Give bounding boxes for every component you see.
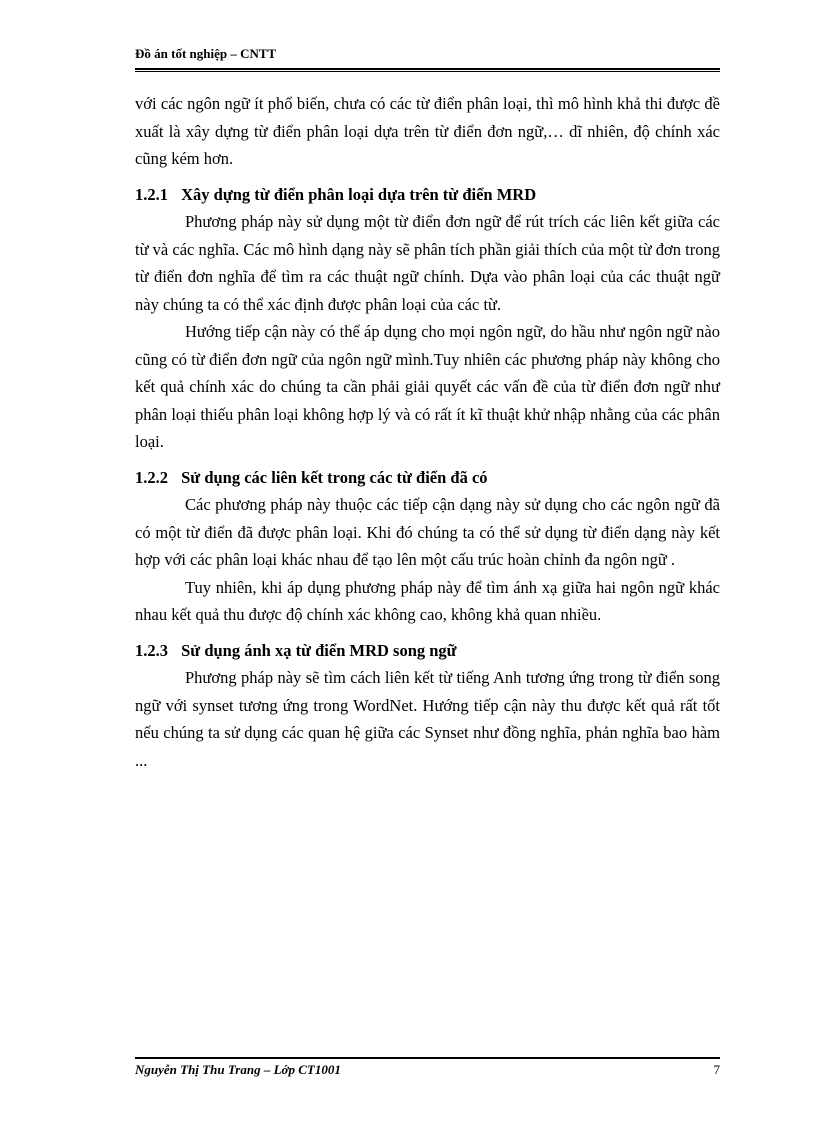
page-content bbox=[135, 90, 720, 774]
section-heading bbox=[135, 637, 720, 665]
header-rule bbox=[135, 68, 720, 72]
section-heading bbox=[135, 181, 720, 209]
paragraph: Hướng tiếp cận này có thể áp dụng cho mọi ngôn ngữ, do hầu như ngôn ngữ nào cũng có từ điển đơn ngữ của ngôn ngữ mình.Tuy nhiên các phương pháp này không cho kết quả chính xác do chúng ta cần phải giải quyết các vấn đề của từ điển đơn ngữ như phân loại thiếu phân loại không hợp lý và có rất ít kĩ thuật khử nhập nhằng của các phân loại. bbox=[135, 322, 720, 451]
paragraph: Các phương pháp này thuộc các tiếp cận dạng này sử dụng cho các ngôn ngữ đã có một từ điển đã được phân loại. Khi đó chúng ta có thể sử dụng từ điển dạng này kết hợp với các phân loại khác nhau để tạo lên một cấu trúc hoàn chỉnh đa ngôn ngữ . bbox=[135, 495, 720, 569]
section-number: 1.2.2 bbox=[135, 467, 168, 487]
paragraph: Phương pháp này sử dụng một từ điển đơn ngữ để rút trích các liên kết giữa các từ và các nghĩa. Các mô hình dạng này sẽ phân tích phần giải thích của một từ đơn trong từ điển đơn nghĩa để tìm ra các thuật ngữ chính. Dựa vào phân loại của các thuật ngữ này chúng ta có thể xác định được phân loại của các từ. bbox=[135, 212, 720, 314]
section-heading bbox=[135, 464, 720, 492]
section-title: Sử dụng các liên kết trong các từ điển đã có bbox=[181, 467, 488, 487]
section-title: Xây dựng từ điển phân loại dựa trên từ điển MRD bbox=[181, 184, 537, 204]
running-footer bbox=[135, 1062, 720, 1078]
intro-paragraph: với các ngôn ngữ ít phổ biến, chưa có các từ điển phân loại, thì mô hình khả thi được đề xuất là xây dựng từ điển phân loại dựa trên từ điển đơn ngữ,… dĩ nhiên, độ chính xác cũng kém hơn. bbox=[135, 94, 720, 168]
section-number: 1.2.3 bbox=[135, 640, 168, 660]
running-header bbox=[135, 46, 720, 62]
section-number: 1.2.1 bbox=[135, 184, 168, 204]
footer-author: Nguyễn Thị Thu Trang – Lớp CT1001 bbox=[135, 1062, 341, 1077]
page-number: 7 bbox=[713, 1062, 720, 1077]
footer-rule bbox=[135, 1057, 720, 1059]
paragraph: Tuy nhiên, khi áp dụng phương pháp này để tìm ánh xạ giữa hai ngôn ngữ khác nhau kết quả thu được độ chính xác không cao, không khả quan nhiều. bbox=[135, 577, 720, 624]
section-title: Sử dụng ánh xạ từ điển MRD song ngữ bbox=[181, 640, 457, 660]
paragraph: Phương pháp này sẽ tìm cách liên kết từ tiếng Anh tương ứng trong từ điển song ngữ với synset tương ứng trong WordNet. Hướng tiếp cận này thu được kết quả rất tốt nếu chúng ta sử dụng các quan hệ giữa các Synset như đồng nghĩa, phản nghĩa bao hàm ... bbox=[135, 668, 720, 770]
header-title: Đồ án tốt nghiệp – CNTT bbox=[135, 46, 277, 61]
